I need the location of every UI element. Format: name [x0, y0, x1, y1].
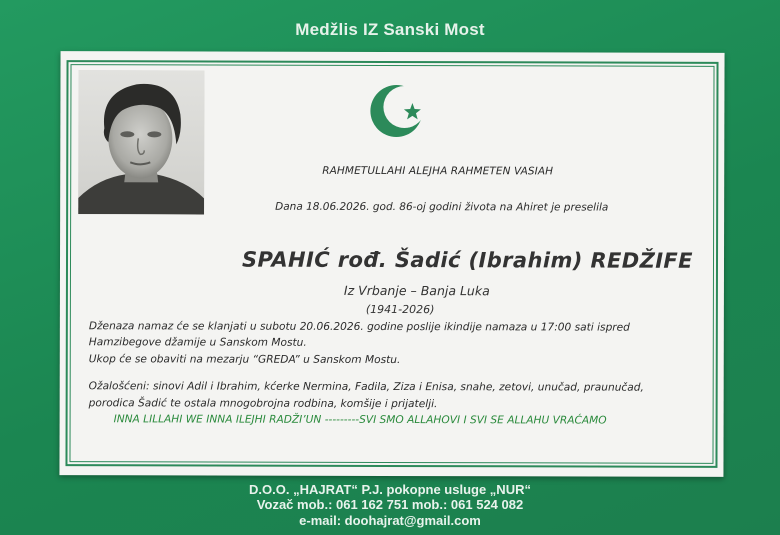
obituary-notice: [59, 51, 724, 477]
page-header: Medžlis IZ Sanski Most: [295, 20, 485, 39]
deceased-origin: Iz Vrbanje – Banja Luka: [343, 282, 490, 299]
mourners-line-1: Ožalošćeni: sinovi Adil i Ibrahim, kćerke Nermina, Fadila, Ziza i Enisa, snahe, zetovi, unučad, praunučad,: [88, 380, 644, 394]
funeral-prayer-line-1: Dženaza namaz će se klanjati u subotu 20.06.2026. godine poslije ikindije namaza u 17:00 sati ispred: [88, 320, 630, 334]
invocation-text: RAHMETULLAHI ALEJHA RAHMETEN VASIAH: [322, 164, 554, 178]
footer-company: D.O.O. „HAJRAT“ P.J. pokopne usluge „NUR“: [249, 482, 531, 497]
life-years: (1941-2026): [365, 302, 435, 317]
footer-email: e-mail: doohajrat@gmail.com: [299, 513, 481, 528]
closing-prayer: INNA LILLAHI WE INNA ILEJHI RADŽI’UN ---------SVI SMO ALLAHOVI I SVI SE ALLAHU VRAĆAMO: [113, 413, 607, 427]
crescent-star-icon: [366, 80, 428, 142]
funeral-prayer-line-2: Hamzibegove džamije u Sanskom Mostu.: [88, 336, 307, 349]
burial-line: Ukop će se obaviti na mezarju “GREDA” u Sanskom Mostu.: [88, 353, 401, 367]
portrait-photo: [78, 70, 204, 214]
death-date-line: Dana 18.06.2026. god. 86-oj godini života na Ahiret je preselila: [275, 200, 609, 214]
mourners-line-2: porodica Šadić te ostala mnogobrojna rodbina, komšije i prijatelji.: [88, 397, 438, 411]
footer-phones: Vozač mob.: 061 162 751 mob.: 061 524 082: [256, 497, 524, 512]
deceased-name: SPAHIĆ rođ. Šadić (Ibrahim) REDŽIFE: [241, 247, 693, 273]
